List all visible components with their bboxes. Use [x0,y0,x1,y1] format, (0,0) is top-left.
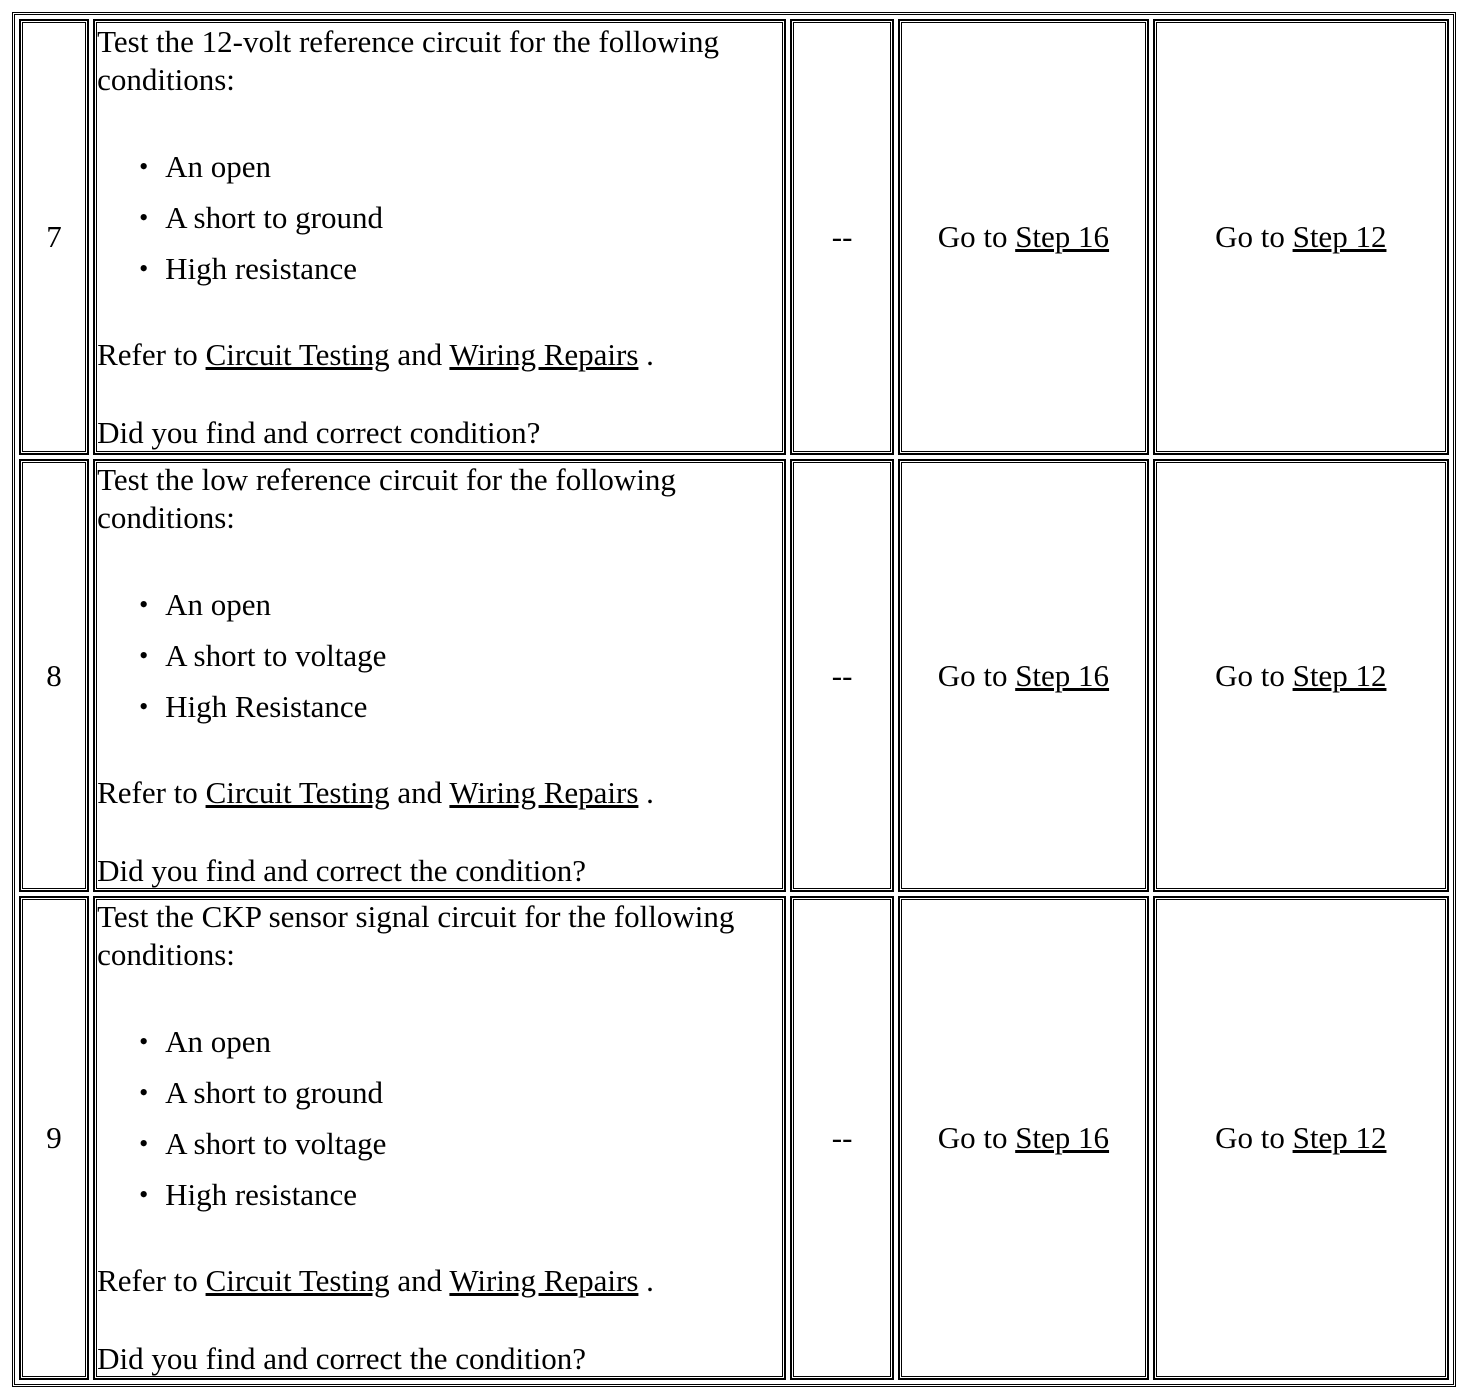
refer-line [97,336,782,374]
list-item: • High resistance [139,1169,782,1220]
yes-step-link[interactable]: Step 16 [1015,1120,1110,1155]
yes-step-link[interactable]: Step 16 [1015,657,1110,693]
no-step-link[interactable]: Step 12 [1292,657,1387,693]
action-intro: Test the 12-volt reference circuit for the following conditions: [97,23,719,97]
no-cell [1153,19,1449,455]
no-prefix: Go to [1215,657,1285,693]
action-cell [93,19,786,455]
value-cell: -- [790,459,894,892]
wiring-repairs-link[interactable]: Wiring Repairs [449,336,639,372]
no-step-link[interactable]: Step 12 [1292,1120,1387,1155]
and-text: and [397,1263,443,1298]
and-text: and [397,336,443,372]
action-question: Did you find and correct the condition? [97,1341,587,1376]
no-prefix: Go to [1215,1120,1285,1155]
action-intro: Test the CKP sensor signal circuit for the following conditions: [97,899,735,972]
refer-line [97,774,782,812]
list-item: • An open [139,141,782,192]
action-question: Did you find and correct the condition? [97,853,587,888]
no-prefix: Go to [1215,219,1285,254]
refer-prefix: Refer to [97,775,198,810]
diagnostic-steps-table [12,12,1456,1387]
no-step-link[interactable]: Step 12 [1292,219,1387,254]
circuit-testing-link[interactable]: Circuit Testing [205,775,390,810]
table-row [19,19,1449,455]
yes-cell [898,19,1148,455]
yes-cell [898,896,1148,1380]
no-cell [1153,459,1449,892]
condition-list [97,1016,782,1220]
period: . [646,775,654,810]
period: . [646,1263,654,1298]
refer-prefix: Refer to [97,336,198,372]
action-cell [93,896,786,1380]
yes-step-link[interactable]: Step 16 [1015,219,1110,254]
yes-prefix: Go to [937,219,1008,254]
condition-list [97,579,782,732]
table-row [19,459,1449,892]
action-intro: Test the low reference circuit for the following conditions: [97,462,676,535]
action-question: Did you find and correct condition? [97,414,541,450]
no-cell [1153,896,1449,1380]
wiring-repairs-link[interactable]: Wiring Repairs [449,1263,639,1298]
period: . [646,336,654,372]
list-item: • An open [139,579,782,630]
refer-prefix: Refer to [97,1263,198,1298]
refer-line [97,1262,782,1300]
list-item: • A short to voltage [139,1118,782,1169]
and-text: and [397,775,443,810]
circuit-testing-link[interactable]: Circuit Testing [205,336,390,372]
list-item: • A short to ground [139,192,782,243]
list-item: • An open [139,1016,782,1067]
yes-prefix: Go to [937,1120,1008,1155]
yes-prefix: Go to [937,657,1008,693]
list-item: • A short to voltage [139,630,782,681]
table-row [19,896,1449,1380]
step-number: 7 [19,19,89,455]
step-number: 8 [19,459,89,892]
condition-list [97,141,782,294]
wiring-repairs-link[interactable]: Wiring Repairs [449,775,639,810]
yes-cell [898,459,1148,892]
list-item: • High resistance [139,243,782,294]
list-item: • High Resistance [139,681,782,732]
circuit-testing-link[interactable]: Circuit Testing [205,1263,390,1298]
value-cell: -- [790,896,894,1380]
step-number: 9 [19,896,89,1380]
value-cell: -- [790,19,894,455]
list-item: • A short to ground [139,1067,782,1118]
action-cell [93,459,786,892]
diagnostic-table-wrapper [12,12,1456,1387]
